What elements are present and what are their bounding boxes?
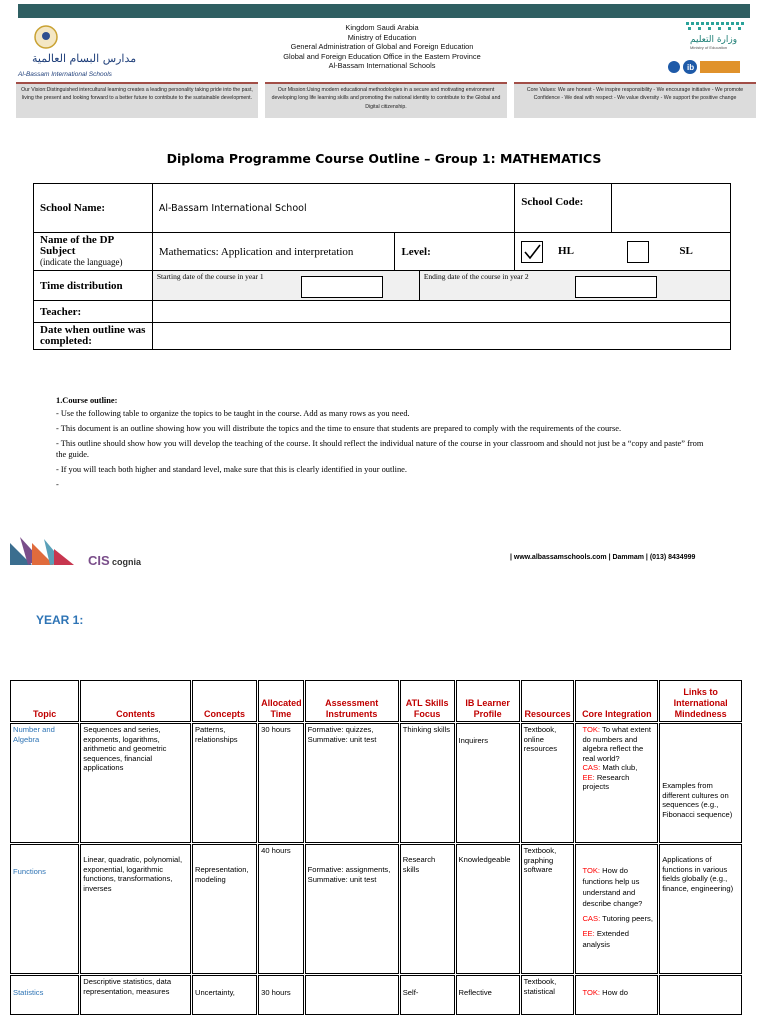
- contents-cell: Sequences and series, exponents, logarithms, arithmetic and geometric sequences, financial applications: [80, 723, 191, 843]
- contents-cell: Linear, quadratic, polynomial, exponential, logarithmic functions, transformations, inverses: [80, 844, 191, 974]
- table-row: [10, 844, 742, 974]
- ee-label: EE:: [582, 772, 595, 782]
- time-cell: 30 hours: [258, 975, 304, 1015]
- end-date-input[interactable]: [575, 276, 657, 298]
- cis-cognia-logo: [10, 535, 160, 575]
- time-cell: 40 hours: [258, 844, 304, 974]
- header-line: Kingdom Saudi Arabia: [345, 23, 419, 32]
- resources-cell: Textbook, online resources: [521, 723, 575, 843]
- atl-cell: Research skills: [400, 844, 455, 974]
- ee-text: Extended analysis: [582, 929, 629, 949]
- col-header-concepts: Concepts: [192, 680, 257, 722]
- school-contact: | www.albassamschools.com | Dammam | (013) 8434999: [510, 554, 696, 561]
- sl-checkbox[interactable]: [627, 241, 649, 263]
- header-line: Al-Bassam International Schools: [328, 61, 436, 71]
- school-code-value[interactable]: [612, 184, 731, 233]
- profile-cell: Reflective: [456, 975, 520, 1015]
- topic-cell: Number and Algebra: [10, 723, 79, 843]
- tok-label: TOK:: [582, 988, 601, 997]
- tok-text: How do functions help us understand and describe change?: [582, 866, 643, 908]
- outline-bullet: -: [56, 480, 59, 489]
- time-cell: 30 hours: [258, 723, 304, 843]
- table-row: [10, 975, 742, 1015]
- sl-label: SL: [679, 245, 693, 258]
- outline-bullet: - This document is an outline showing how you will distribute the topics and the time to ensure that students are prepared to comply with the requirements of the course.: [56, 424, 622, 433]
- svg-text:CIS: CIS: [88, 553, 110, 568]
- end-date-label: Ending date of the course in year 2: [423, 272, 529, 281]
- subject-label-note: (indicate the language): [40, 257, 123, 267]
- header-line: Ministry of Education: [347, 32, 417, 42]
- start-date-label: Starting date of the course in year 1: [156, 272, 264, 281]
- teacher-label: Teacher:: [34, 301, 153, 323]
- cas-label: CAS:: [582, 914, 601, 923]
- col-header-links: Links to International Mindedness: [659, 680, 742, 722]
- hl-checkbox[interactable]: [521, 241, 543, 263]
- concepts-cell: Uncertainty,: [192, 975, 257, 1015]
- hl-label: HL: [558, 245, 574, 258]
- svg-text:Ministry of Education: Ministry of Education: [690, 45, 728, 50]
- date-completed-value[interactable]: [152, 323, 730, 350]
- col-header-atl: ATL Skills Focus: [400, 680, 455, 722]
- school-code-label: School Code:: [515, 184, 612, 233]
- subject-label-main: Name of the DP Subject: [40, 234, 114, 257]
- profile-cell: Knowledgeable: [456, 844, 520, 974]
- atl-cell: Thinking skills: [400, 723, 455, 843]
- col-header-contents: Contents: [80, 680, 191, 722]
- svg-text:ib: ib: [687, 63, 695, 72]
- subject-value[interactable]: Mathematics: Application and interpretation: [152, 233, 395, 271]
- start-date-input[interactable]: [301, 276, 383, 298]
- cas-text: Math club,: [602, 763, 638, 772]
- mission-banner: Our Mission:Using modern educational methodologies in a secure and motivating environment developing long life learning skills and promoting the national identity to contribute to the Global and Digital citizenship.: [265, 82, 507, 118]
- tok-label: TOK:: [582, 866, 601, 875]
- table-row: [10, 723, 742, 843]
- school-name-value[interactable]: Al-Bassam International School: [152, 184, 514, 233]
- svg-text:وزارة التعليم: وزارة التعليم: [690, 35, 738, 45]
- ee-text: Research projects: [582, 772, 630, 791]
- cas-label: CAS:: [582, 763, 601, 772]
- resources-cell: Textbook, graphing software: [521, 844, 575, 974]
- cas-text: Tutoring peers,: [602, 914, 653, 923]
- resources-cell: Textbook, statistical: [521, 975, 575, 1015]
- checkmark-icon: [522, 242, 542, 262]
- header-line: General Administration of Global and Foreign Education: [290, 42, 474, 52]
- col-header-profile: IB Learner Profile: [456, 680, 520, 722]
- vision-banner: Our Vision:Distinguished intercultural learning creates a leading personality taking pride into the past, living the present and looking forward to a better future to contribute to the sustainable development.: [16, 82, 258, 118]
- links-cell: Applications of functions in various fields globally (e.g., finance, engineering): [659, 844, 742, 974]
- tok-text: How do: [602, 988, 628, 997]
- outline-heading: 1.Course outline:: [56, 396, 118, 405]
- svg-text:cognia: cognia: [112, 557, 142, 567]
- outline-bullet: - If you will teach both higher and standard level, make sure that this is clearly identified in your outline.: [56, 465, 407, 474]
- teacher-value[interactable]: [152, 301, 730, 323]
- assessment-cell: Formative: quizzes, Summative: unit test: [305, 723, 399, 843]
- start-date-cell: [153, 271, 420, 300]
- assessment-cell: Formative: assignments, Summative: unit test: [305, 844, 399, 974]
- topic-cell: Functions: [10, 844, 79, 974]
- col-header-topic: Topic: [10, 680, 79, 722]
- top-color-bar: [18, 4, 750, 18]
- topic-cell: Statistics: [10, 975, 79, 1015]
- ministry-logo: [660, 20, 756, 80]
- level-label: Level:: [395, 233, 515, 271]
- assessment-cell: [305, 975, 399, 1015]
- col-header-assessment: Assessment Instruments: [305, 680, 399, 722]
- core-cell: [575, 844, 658, 974]
- course-info-table: [33, 183, 731, 350]
- concepts-cell: Patterns, relationships: [192, 723, 257, 843]
- values-banner: Core Values: We are honest - We inspire responsibility - We encourage initiative - We promote Confidence - We deal with respect - We value diversity - We support the positive change: [514, 82, 756, 118]
- core-cell: [575, 975, 658, 1015]
- date-completed-label: Date when outline was completed:: [34, 323, 153, 350]
- contents-cell: Descriptive statistics, data representation, measures: [80, 975, 191, 1015]
- level-options: [515, 233, 731, 271]
- core-cell: [575, 723, 658, 843]
- year-heading: YEAR 1:: [36, 613, 84, 627]
- school-name-label: School Name:: [34, 184, 153, 233]
- document-title: Diploma Programme Course Outline – Group 1: MATHEMATICS: [166, 151, 602, 166]
- course-outline-instructions: [56, 395, 706, 494]
- ee-label: EE:: [582, 929, 595, 938]
- end-date-cell: [420, 271, 730, 300]
- atl-cell: Self-: [400, 975, 455, 1015]
- concepts-cell: Representation, modeling: [192, 844, 257, 974]
- time-distribution-label: Time distribution: [34, 271, 153, 301]
- course-topics-table: [9, 679, 743, 1016]
- col-header-core: Core Integration: [575, 680, 658, 722]
- ministry-header: [232, 23, 532, 71]
- subject-label: [34, 233, 153, 271]
- tok-text: To what extent do numbers and algebra reflect the real world?: [582, 725, 651, 763]
- links-cell: [659, 975, 742, 1015]
- svg-text:مدارس البسام العالمية: مدارس البسام العالمية: [32, 52, 137, 65]
- col-header-resources: Resources: [521, 680, 575, 722]
- links-cell: Examples from different cultures on sequences (e.g., Fibonacci sequence): [659, 723, 742, 843]
- outline-bullet: - This outline should show how you will develop the teaching of the course. It should reflect the individual nature of the course in your classroom and should not just be a “copy and paste” from the guide.: [56, 439, 704, 459]
- col-header-time: Allocated Time: [258, 680, 304, 722]
- time-distribution-fields: [152, 271, 730, 301]
- outline-bullet: - Use the following table to organize the topics to be taught in the course. Add as many rows as you need.: [56, 409, 410, 418]
- school-logo: [16, 22, 166, 80]
- profile-cell: Inquirers: [456, 723, 520, 843]
- header-line: Global and Foreign Education Office in the Eastern Province: [283, 51, 481, 61]
- tok-label: TOK:: [582, 725, 601, 734]
- svg-text:Al-Bassam International School: Al-Bassam International Schools: [18, 71, 112, 78]
